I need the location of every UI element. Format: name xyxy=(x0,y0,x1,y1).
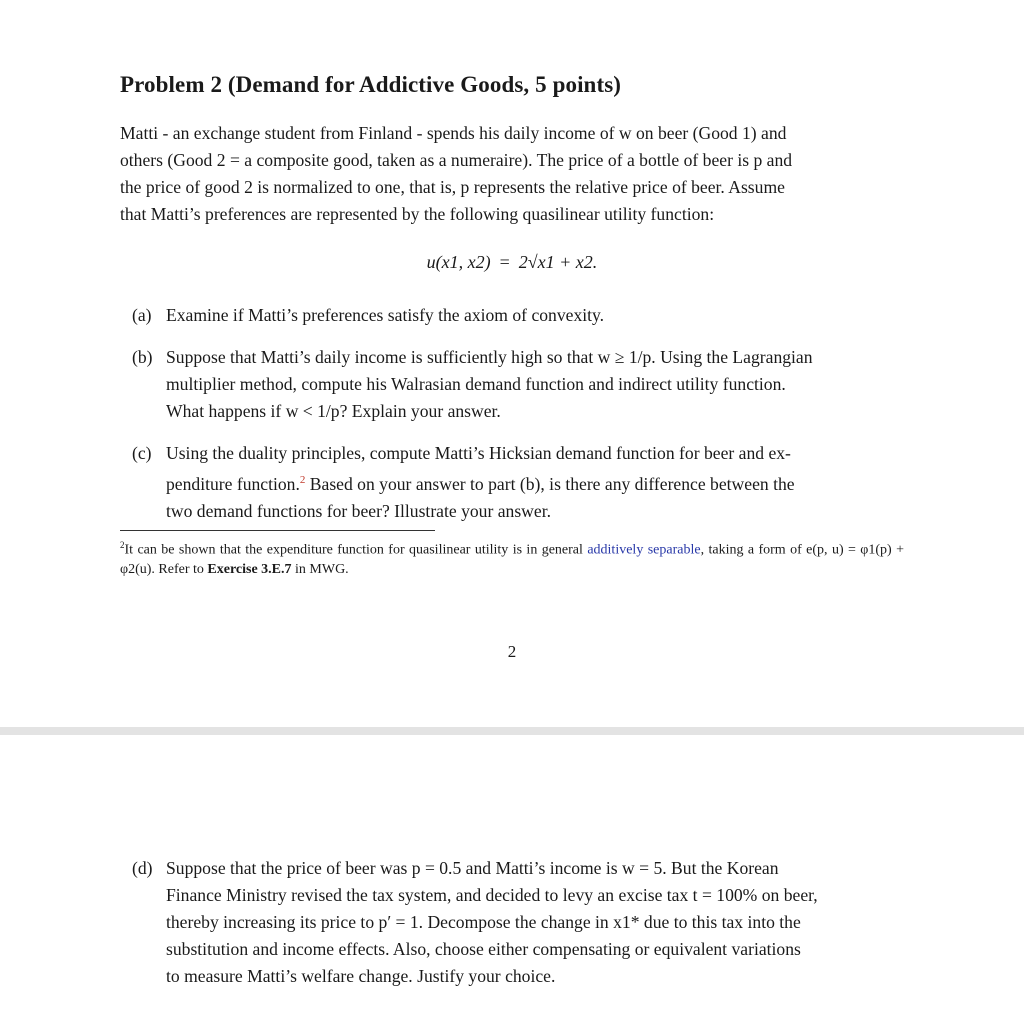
intro-line: others (Good 2 = a composite good, taken as a numeraire). The price of a bottle of beer is p and xyxy=(120,150,793,170)
utility-equation xyxy=(0,252,1024,273)
intro-line: Matti - an exchange student from Finland - spends his daily income of w on beer (Good 1) and xyxy=(120,123,787,143)
part-line xyxy=(166,467,904,498)
part-text xyxy=(166,855,904,990)
intro-line: the price of good 2 is normalized to one, that is, p represents the relative price of beer. Assume xyxy=(120,177,785,197)
footnote-text: in MWG. xyxy=(295,561,349,577)
footnote-link[interactable]: additively separable xyxy=(587,542,701,558)
footnote-ref[interactable]: 2 xyxy=(299,474,306,486)
footnote-text: , taking a form of e(p, u) = φ1(p) + φ2(u). Refer to xyxy=(120,542,905,577)
problem-intro xyxy=(120,120,904,228)
part-text xyxy=(166,344,904,425)
page-3 xyxy=(0,735,1024,1018)
equation-rhs: 2√x1 + x2. xyxy=(518,252,598,272)
equation-lhs: u(x1, x2) xyxy=(426,252,491,272)
part-line-segment: penditure function. xyxy=(166,473,300,494)
footnote xyxy=(120,536,904,579)
part-line-segment: Based on your answer to part (b), is there any difference between the xyxy=(309,473,795,494)
part-line: Using the duality principles, compute Matti’s Hicksian demand function for beer and ex- xyxy=(166,443,791,463)
footnote-divider xyxy=(120,530,435,531)
part-label: (a) xyxy=(132,305,152,325)
part-line: Suppose that the price of beer was p = 0.5 and Matti’s income is w = 5. But the Korean xyxy=(166,858,779,878)
part-line: Suppose that Matti’s daily income is sufficiently high so that w ≥ 1/p. Using the Lagrangian xyxy=(166,347,813,367)
part-line: multiplier method, compute his Walrasian demand function and indirect utility function. xyxy=(166,374,786,394)
page-separator xyxy=(0,727,1024,735)
part-line: Examine if Matti’s preferences satisfy the axiom of convexity. xyxy=(166,305,605,325)
problem-title: Problem 2 (Demand for Addictive Goods, 5 points) xyxy=(120,72,622,97)
equation-equals: = xyxy=(499,252,510,272)
part-line: to measure Matti’s welfare change. Justify your choice. xyxy=(166,966,556,986)
part-text xyxy=(166,440,904,525)
part-label: (c) xyxy=(132,443,152,463)
part-line: Finance Ministry revised the tax system, and decided to levy an excise tax t = 100% on beer, xyxy=(166,885,818,905)
footnote-number: 2 xyxy=(120,540,125,550)
footnote-exercise-ref: Exercise 3.E.7 xyxy=(207,561,292,577)
intro-line: that Matti’s preferences are represented by the following quasilinear utility function: xyxy=(120,204,715,224)
part-line: thereby increasing its price to p′ = 1. Decompose the change in x1* due to this tax into the xyxy=(166,912,801,932)
part-line: What happens if w < 1/p? Explain your answer. xyxy=(166,401,501,421)
footnote-text: It can be shown that the expenditure function for quasilinear utility is in general xyxy=(124,542,583,558)
part-line: two demand functions for beer? Illustrate your answer. xyxy=(166,500,551,521)
page-number: 2 xyxy=(507,642,517,661)
part-text xyxy=(166,302,904,329)
part-label: (d) xyxy=(132,858,153,878)
part-line: substitution and income effects. Also, choose either compensating or equivalent variations xyxy=(166,939,801,959)
part-label: (b) xyxy=(132,347,153,367)
